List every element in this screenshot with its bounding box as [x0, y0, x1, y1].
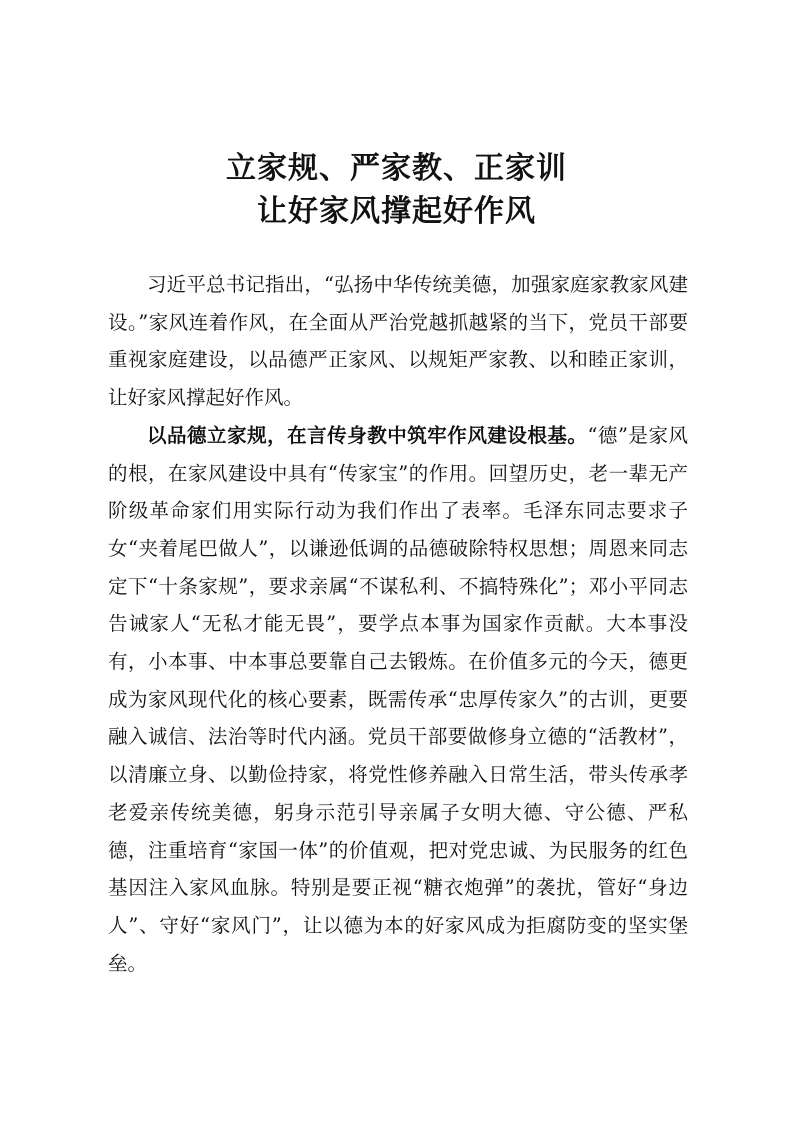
document-title-line-2: 让好家风撑起好作风 — [257, 194, 536, 229]
document-title-line-1: 立家规、严家教、正家训 — [226, 151, 567, 186]
document-body — [108, 266, 688, 982]
body-paragraph-2 — [108, 417, 688, 983]
paragraph-2-text: “德”是家风的根，在家风建设中具有“传家宝”的作用。回望历史，老一辈无产阶级革命家们用实际行动为我们作出了表率。毛泽东同志要求子女“夹着尾巴做人”，以谦逊低调的品德破除特权思想；周恩来同志定下“十条家规”，要求亲属“不谋私利、不搞特殊化”；邓小平同志告诫家人“无私才能无畏”，要学点本事为国家作贡献。大本事没有，小本事、中本事总要靠自己去锻炼。在价值多元的今天，德更成为家风现代化的核心要素，既需传承“忠厚传家久”的古训，更要融入诚信、法治等时代内涵。党员干部要做修身立德的“活教材”，以清廉立身、以勤俭持家，将党性修养融入日常生活，带头传承孝老爱亲传统美德，躬身示范引导亲属子女明大德、守公德、严私德，注重培育“家国一体”的价值观，把对党忠诚、为民服务的红色基因注入家风血脉。特别是要正视“糖衣炮弹”的袭扰，管好“身边人”、守好“家风门”，让以德为本的好家风成为拒腐防变的坚实堡垒。 — [108, 423, 688, 975]
body-paragraph-1 — [108, 266, 688, 417]
paragraph-1-text: 习近平总书记指出，“弘扬中华传统美德，加强家庭家教家风建设。”家风连着作风，在全面从严治党越抓越紧的当下，党员干部要重视家庭建设，以品德严正家风、以规矩严家教、以和睦正家训，让好家风撑起好作风。 — [108, 273, 688, 410]
paragraph-2-lead-sentence: 以品德立家规，在言传身教中筑牢作风建设根基。 — [147, 423, 588, 447]
